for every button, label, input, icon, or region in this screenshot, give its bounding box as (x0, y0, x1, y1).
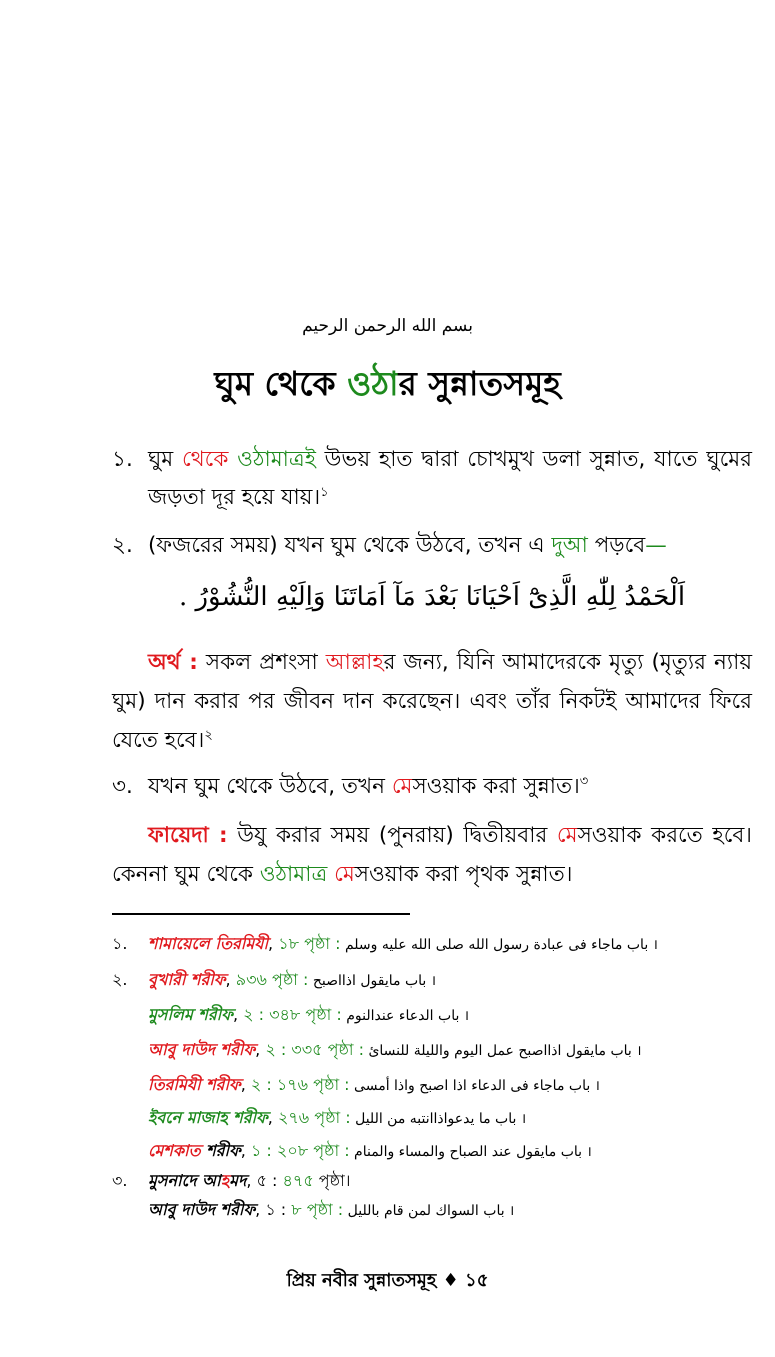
item-text: যখন ঘুম থেকে উঠবে, তখন মেসওয়াক করা সুন্নাত।$^৩$ (148, 773, 589, 799)
item-number: ৩. (112, 774, 133, 799)
meaning-paragraph: অর্থ : সকল প্রশংসা আল্লাহর জন্য, যিনি আমাদেরকে মৃত্যু (মৃত্যুর ন্যায় ঘুম) দান করার পর জীবন দান করেছেন। এবং তাঁর নিকটই আমাদের ফিরে যেতে হবে।$^২$ (112, 650, 752, 753)
title-part-1: ঘুম থেকে (214, 364, 348, 403)
arabic-dua: اَلْحَمْدُ لِلّٰهِ الَّذِىْٓ اَحْيَانَا بَعْدَ مَآ اَمَاتَنَا وَاِلَيْهِ النُّشُوْرُ . (178, 582, 686, 612)
item-number: ২. (112, 533, 133, 558)
footnote-divider (112, 913, 410, 915)
item-text: ঘুম থেকে ওঠামাত্রই উভয় হাত দ্বারা চোখমুখ ডলা সুন্নাত, যাতে ঘুমের জড়তা দূর হয়ে যায়।$^১$ (148, 447, 752, 510)
title-part-2: ওঠা (347, 364, 399, 403)
faida-label: ফায়েদা : (148, 823, 228, 848)
footnote-ref: ১ (320, 484, 329, 500)
page-title (0, 358, 775, 414)
meaning-label: অর্থ : (148, 650, 198, 675)
sunnah-item-2 (112, 527, 752, 565)
item-text: (ফজরের সময়) যখন ঘুম থেকে উঠবে, তখন এ দুআ পড়বে— (148, 533, 667, 558)
faida-paragraph: ফায়েদা : উযু করার সময় (পুনরায়) দ্বিতীয়বার মেসওয়াক করতে হবে। কেননা ঘুম থেকে ওঠামাত্র মেসওয়াক করা পৃথক সুন্নাত। (112, 823, 752, 887)
sunnah-item-3 (112, 768, 752, 806)
page-footer: প্রিয় নবীর সুন্নাতসমূহ ♦ ১৫ (286, 1270, 489, 1291)
bismillah: بسم الله الرحمن الرحيم (302, 316, 473, 336)
item-number: ১. (112, 447, 133, 472)
footnote-ref: ২ (204, 727, 213, 743)
sunnah-item-1 (112, 441, 752, 517)
title-part-3: র সুন্নাতসমূহ (398, 364, 561, 403)
footnote-ref: ৩ (579, 773, 589, 789)
